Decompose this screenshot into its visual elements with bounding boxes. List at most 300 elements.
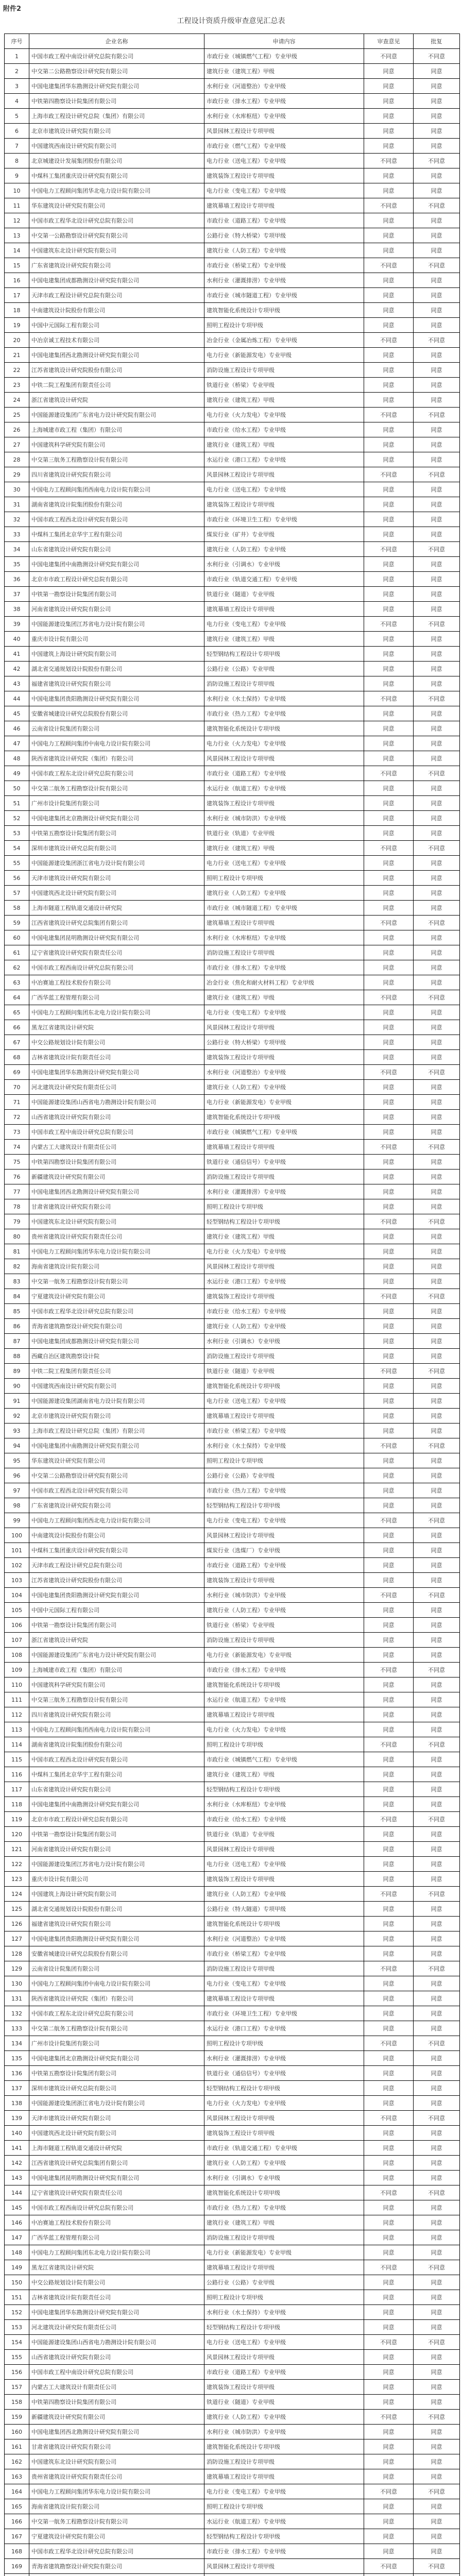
table-row [5,751,460,766]
application-content: 市政行业（轨道交通工程）专业甲级 [204,2141,364,2156]
row-number: 62 [5,960,29,975]
company-name: 中国建筑上海设计研究院有限公司 [29,647,204,662]
approval-result: 同意 [414,64,460,79]
approval-result: 同意 [414,2544,460,2559]
application-content: 建筑行业（人防工程）专业甲级 [204,1603,364,1618]
company-name: 中铁第四勘察设计院集团有限公司 [29,94,204,109]
approval-result: 同意 [414,1797,460,1812]
row-number: 41 [5,647,29,662]
approval-result: 同意 [414,1379,460,1394]
row-number: 102 [5,1558,29,1573]
approval-result: 同意 [414,1692,460,1707]
approval-result: 同意 [414,2365,460,2380]
row-number: 154 [5,2335,29,2350]
review-opinion: 同意 [364,602,414,617]
approval-result: 同意 [414,2156,460,2171]
application-content: 电力行业（火力发电）专业甲级 [204,736,364,751]
application-content: 水利行业（灌溉排涝）专业甲级 [204,1184,364,1199]
row-number [5,2574,29,2576]
application-content: 建筑幕墙工程设计专项甲级 [204,198,364,213]
table-row [5,2439,460,2454]
table-row [5,2021,460,2036]
company-name: 宁夏建筑设计研究院有限公司 [29,2529,204,2544]
approval-result: 同意 [414,572,460,587]
table-row [5,1468,460,1483]
table-row [5,1513,460,1528]
review-opinion: 同意 [364,587,414,602]
company-name: 中国建筑西南设计研究院有限公司 [29,1379,204,1394]
application-content: 风景园林工程设计专项甲级 [204,2111,364,2126]
company-name: 湖北省交通规划设计院股份有限公司 [29,662,204,676]
application-content: 建筑行业（建筑工程）甲级 [204,1229,364,1244]
row-number: 99 [5,1513,29,1528]
approval-result: 同意 [414,1244,460,1259]
application-content: 电力行业（送电工程）专业甲级 [204,856,364,871]
row-number: 54 [5,841,29,856]
row-number: 152 [5,2305,29,2320]
table-row [5,990,460,1005]
row-number: 56 [5,871,29,886]
row-number: 4 [5,94,29,109]
approval-result: 不同意 [414,333,460,348]
approval-result: 同意 [414,1782,460,1797]
company-name: 重庆市设计院有限公司 [29,632,204,647]
approval-result: 不同意 [414,2410,460,2425]
table-row [5,1917,460,1931]
table-row [5,2245,460,2260]
table-row [5,1887,460,1902]
application-content: 建筑智能化系统设计专项甲级 [204,1677,364,1692]
table-row [5,1752,460,1767]
row-number: 161 [5,2439,29,2454]
application-content: 建筑装饰工程设计专项甲级 [204,168,364,183]
review-opinion: 同意 [364,2275,414,2290]
company-name: 甘肃省建筑设计研究院有限公司 [29,2439,204,2454]
table-row [5,542,460,557]
approval-result: 同意 [414,2051,460,2066]
application-content: 市政行业（热力工程）专业甲级 [204,706,364,721]
review-opinion: 同意 [364,2021,414,2036]
approval-result: 同意 [414,168,460,183]
approval-result: 不同意 [414,1812,460,1827]
review-opinion: 同意 [364,1782,414,1797]
review-opinion: 同意 [364,2350,414,2365]
review-opinion: 不同意 [364,1812,414,1827]
approval-result: 同意 [414,1931,460,1946]
approval-result: 同意 [414,1558,460,1573]
company-name: 中铁第四勘察设计院集团有限公司 [29,1155,204,1170]
application-content: 公路行业（公路）专业甲级 [204,2275,364,2290]
table-row [5,2499,460,2514]
row-number: 119 [5,1812,29,1827]
row-number: 43 [5,676,29,691]
application-content: 建筑装饰工程设计专项甲级 [204,1573,364,1588]
approval-result: 同意 [414,2245,460,2260]
review-opinion: 同意 [364,930,414,945]
table-row [5,2156,460,2171]
row-number: 2 [5,64,29,79]
approval-result: 不同意 [414,990,460,1005]
row-number: 51 [5,796,29,811]
approval-result: 同意 [414,348,460,363]
table-row [5,482,460,497]
review-opinion: 同意 [364,826,414,841]
company-name: 新疆建筑设计研究院有限公司 [29,2410,204,2425]
row-number: 50 [5,781,29,796]
approval-result: 同意 [414,587,460,602]
approval-result: 同意 [414,482,460,497]
review-opinion: 同意 [364,1423,414,1438]
company-name: 陕西省建筑设计研究院（集团）有限公司 [29,1991,204,2006]
row-number: 146 [5,2215,29,2230]
application-content: 消防设施工程设计专项甲级 [204,1349,364,1364]
application-content: 轻型钢结构工程设计专项甲级 [204,2320,364,2335]
company-name: 中交第二公路勘察设计研究院有限公司 [29,64,204,79]
row-number: 42 [5,662,29,676]
review-opinion: 不同意 [364,2111,414,2126]
row-number: 34 [5,542,29,557]
row-number: 22 [5,363,29,378]
application-content: 市政行业（道路工程）专业甲级 [204,213,364,228]
review-opinion: 同意 [364,303,414,318]
company-name: 浙江省建筑设计研究院 [29,1633,204,1648]
table-row [5,2215,460,2230]
table-row [5,168,460,183]
approval-result: 同意 [414,1767,460,1782]
table-row [5,348,460,363]
review-opinion: 同意 [364,2126,414,2141]
approval-result: 同意 [414,2499,460,2514]
review-opinion: 同意 [364,2066,414,2081]
company-name: 中国电建集团贵阳勘测设计研究院有限公司 [29,1588,204,1603]
application-content: 建筑行业（建筑工程）甲级 [204,437,364,452]
row-number: 87 [5,1334,29,1349]
table-row [5,916,460,930]
application-content: 建筑幕墙工程设计专项甲级 [204,1991,364,2006]
table-row [5,2454,460,2469]
table-row [5,124,460,139]
review-opinion: 同意 [364,2469,414,2484]
company-name: 中国能源建设集团湖南省电力设计院有限公司 [29,1394,204,1409]
company-name: 广东省建筑设计研究院有限公司 [29,258,204,273]
review-opinion: 同意 [364,109,414,124]
approval-result: 不同意 [414,2111,460,2126]
company-name: 河南省建筑设计研究院有限公司 [29,602,204,617]
company-name: 重庆市设计院有限公司 [29,1872,204,1887]
application-content: 公路行业（特大桥梁）专项甲级 [204,1035,364,1050]
row-number: 31 [5,497,29,512]
row-number: 162 [5,2454,29,2469]
row-number: 167 [5,2529,29,2544]
application-content: 照明工程设计专项甲级 [204,1453,364,1468]
company-name: 西藏自治区建筑勘察设计院 [29,1349,204,1364]
approval-result: 同意 [414,1722,460,1737]
approval-result: 同意 [414,2066,460,2081]
company-name: 中国电建集团成都勘测设计研究院有限公司 [29,273,204,288]
company-name: 北京市建筑设计研究院有限公司 [29,124,204,139]
row-number: 45 [5,706,29,721]
table-row [5,841,460,856]
review-opinion: 同意 [364,527,414,542]
application-content: 建筑行业（人防工程）专业甲级 [204,2410,364,2425]
approval-result: 同意 [414,1319,460,1334]
review-opinion: 同意 [364,1827,414,1842]
company-name: 上海市政工程设计研究总院（集团）有限公司 [29,1423,204,1438]
company-name: 中国建筑东北设计研究院有限公司 [29,2454,204,2469]
review-opinion: 同意 [364,79,414,94]
row-number: 104 [5,1588,29,1603]
row-number: 57 [5,886,29,901]
row-number: 69 [5,1065,29,1080]
review-opinion: 同意 [364,2051,414,2066]
review-opinion: 同意 [364,1170,414,1184]
row-number: 140 [5,2126,29,2141]
application-content: 消防设施工程设计专项甲级 [204,363,364,378]
application-content: 水利行业（水土保持）专业甲级 [204,2305,364,2320]
table-row [5,2171,460,2185]
review-opinion: 同意 [364,1379,414,1394]
row-number: 59 [5,916,29,930]
row-number: 85 [5,1304,29,1319]
review-opinion: 同意 [364,348,414,363]
company-name: 中国能源建设集团江苏省电力设计院有限公司 [29,1857,204,1872]
company-name: 中国电建集团中南勘测设计研究院有限公司 [29,1438,204,1453]
table-row [5,1394,460,1409]
row-number: 7 [5,139,29,154]
row-number: 27 [5,437,29,452]
table-row [5,437,460,452]
table-row [5,2036,460,2051]
approval-result: 同意 [414,1229,460,1244]
company-name: 中国市政工程中南设计研究总院有限公司 [29,49,204,64]
company-name: 青海省建筑勘察设计研究院有限公司 [29,2559,204,2574]
row-number: 155 [5,2350,29,2365]
application-content: 煤炭行业（选煤厂）专业甲级 [204,1543,364,1558]
review-opinion: 同意 [364,2200,414,2215]
company-name: 中交第三航务工程勘察设计院有限公司 [29,452,204,467]
review-opinion: 同意 [364,2156,414,2171]
row-number: 46 [5,721,29,736]
row-number: 65 [5,1005,29,1020]
review-opinion: 不同意 [364,542,414,557]
table-row [5,512,460,527]
table-row [5,1812,460,1827]
approval-result: 同意 [414,1483,460,1498]
review-opinion: 同意 [364,139,414,154]
company-name: 河北建筑设计研究院有限责任公司 [29,1080,204,1095]
table-row [5,2066,460,2081]
review-opinion: 同意 [364,2081,414,2096]
approval-result: 同意 [414,1020,460,1035]
company-name: 中国电建集团贵阳勘测设计研究院有限公司 [29,1931,204,1946]
table-row [5,2096,460,2111]
row-number: 130 [5,1976,29,1991]
approval-result: 同意 [414,781,460,796]
table-row [5,1304,460,1319]
table-row [5,2469,460,2484]
application-content [204,2574,364,2576]
review-opinion: 同意 [364,1931,414,1946]
table-row [5,1319,460,1334]
approval-result: 同意 [414,2215,460,2230]
application-content: 水利行业（河道整治）专业甲级 [204,1931,364,1946]
application-content: 建筑行业（建筑工程）甲级 [204,632,364,647]
table-row [5,1423,460,1438]
table-row [5,647,460,662]
company-name: 中交公路规划设计院有限公司 [29,1035,204,1050]
table-row [5,139,460,154]
review-opinion: 同意 [364,94,414,109]
approval-result: 同意 [414,139,460,154]
table-row [5,886,460,901]
company-name: 中国电建集团西北勘测设计研究院有限公司 [29,2425,204,2439]
row-number: 68 [5,1050,29,1065]
application-content: 电力行业（送电工程）专业甲级 [204,1394,364,1409]
approval-result: 同意 [414,811,460,826]
approval-result: 同意 [414,1274,460,1289]
approval-result: 同意 [414,1050,460,1065]
company-name [29,2574,204,2576]
review-opinion: 同意 [364,736,414,751]
row-number: 78 [5,1199,29,1214]
table-row [5,79,460,94]
row-number: 95 [5,1453,29,1468]
table-row [5,766,460,781]
approval-result: 同意 [414,1902,460,1917]
review-opinion: 同意 [364,1857,414,1872]
approval-result: 同意 [414,960,460,975]
application-content: 电力行业（送电工程）专业甲级 [204,2335,364,2350]
table-row [5,183,460,198]
row-number: 36 [5,572,29,587]
approval-result: 不同意 [414,408,460,422]
application-content: 煤炭行业（矿井）专业甲级 [204,527,364,542]
application-content: 市政行业（排水工程）专业甲级 [204,960,364,975]
review-opinion: 同意 [364,1946,414,1961]
table-row [5,243,460,258]
table-row [5,422,460,437]
application-content: 消防设施工程设计专项甲级 [204,676,364,691]
row-number: 151 [5,2290,29,2305]
table-row [5,2126,460,2141]
table-row [5,1259,460,1274]
table-row [5,1125,460,1140]
row-number: 52 [5,811,29,826]
row-number: 100 [5,1528,29,1543]
company-name: 天津市建筑设计研究院有限公司 [29,2111,204,2126]
row-number: 30 [5,482,29,497]
application-content: 水运行业（港口工程）专业甲级 [204,452,364,467]
application-content: 电力行业（变电工程）专业甲级 [204,2484,364,2499]
review-opinion: 不同意 [364,2036,414,2051]
row-number: 38 [5,602,29,617]
application-content: 水利行业（河道整治）专业甲级 [204,1065,364,1080]
table-row [5,2425,460,2439]
row-number: 19 [5,318,29,333]
row-number: 160 [5,2425,29,2439]
row-number: 127 [5,1931,29,1946]
review-opinion: 不同意 [364,1065,414,1080]
table-row [5,1155,460,1170]
application-content: 电力行业（新能源发电）专业甲级 [204,1095,364,1110]
company-name: 山东省建筑设计研究院有限公司 [29,1782,204,1797]
application-content: 建筑行业（建筑工程）甲级 [204,1767,364,1782]
review-opinion: 同意 [364,2245,414,2260]
row-number: 138 [5,2096,29,2111]
row-number: 122 [5,1857,29,1872]
approval-result: 同意 [414,1648,460,1663]
approval-result: 同意 [414,527,460,542]
company-name: 中国能源建设集团广东省电力设计研究院有限公司 [29,408,204,422]
application-content: 建筑幕墙工程设计专项甲级 [204,916,364,930]
application-content: 建筑行业（建筑工程）甲级 [204,990,364,1005]
table-row [5,228,460,243]
table-row [5,572,460,587]
table-row [5,2335,460,2350]
row-number: 74 [5,1140,29,1155]
company-name: 中冶赛迪工程技术股份有限公司 [29,2215,204,2230]
approval-result: 不同意 [414,198,460,213]
review-opinion: 同意 [364,1842,414,1857]
row-number: 91 [5,1394,29,1409]
approval-result: 同意 [414,437,460,452]
company-name: 青海省建筑勘察设计研究院有限公司 [29,1319,204,1334]
review-opinion: 同意 [364,1767,414,1782]
application-content: 铁道行业（隧道）专业甲级 [204,1364,364,1379]
approval-result: 同意 [414,2439,460,2454]
review-opinion: 不同意 [364,333,414,348]
row-number: 163 [5,2469,29,2484]
company-name: 吉林省建筑设计院有限责任公司 [29,1050,204,1065]
table-row [5,1797,460,1812]
application-content: 电力行业（变电工程）专业甲级 [204,617,364,632]
table-row [5,2051,460,2066]
application-content: 水利行业（河道整治）专业甲级 [204,79,364,94]
company-name: 中国市政工程西南设计研究总院有限公司 [29,960,204,975]
company-name: 安徽省城建设计研究总院股份有限公司 [29,706,204,721]
application-content: 市政行业（道路工程）专业甲级 [204,766,364,781]
application-content: 市政行业（燃气工程）专业甲级 [204,139,364,154]
approval-result: 同意 [414,1170,460,1184]
application-content: 轻型钢结构工程设计专项甲级 [204,2529,364,2544]
review-opinion: 不同意 [364,198,414,213]
table-row [5,960,460,975]
company-name: 广西华蓝工程管理有限公司 [29,990,204,1005]
review-opinion: 同意 [364,811,414,826]
approval-result: 同意 [414,273,460,288]
row-number: 75 [5,1155,29,1170]
application-content: 轻型钢结构工程设计专项甲级 [204,1498,364,1513]
company-name: 北京市市政工程设计研究总院有限公司 [29,1812,204,1827]
company-name: 中铁二院工程集团有限责任公司 [29,378,204,393]
approval-result: 同意 [414,796,460,811]
company-name: 中国电力工程顾问集团华东电力设计院有限公司 [29,1244,204,1259]
company-name: 中交第二公路勘察设计研究院有限公司 [29,1468,204,1483]
row-number: 126 [5,1917,29,1931]
application-content: 建筑智能化系统设计专项甲级 [204,2439,364,2454]
review-opinion: 同意 [364,557,414,572]
review-opinion: 同意 [364,886,414,901]
row-number: 79 [5,1214,29,1229]
application-content: 建筑行业（人防工程）专业甲级 [204,1080,364,1095]
approval-result: 不同意 [414,1961,460,1976]
approval-result: 同意 [414,2395,460,2410]
row-number: 73 [5,1125,29,1140]
row-number: 11 [5,198,29,213]
row-number: 113 [5,1722,29,1737]
review-opinion: 同意 [364,2171,414,2185]
approval-result: 同意 [414,2454,460,2469]
